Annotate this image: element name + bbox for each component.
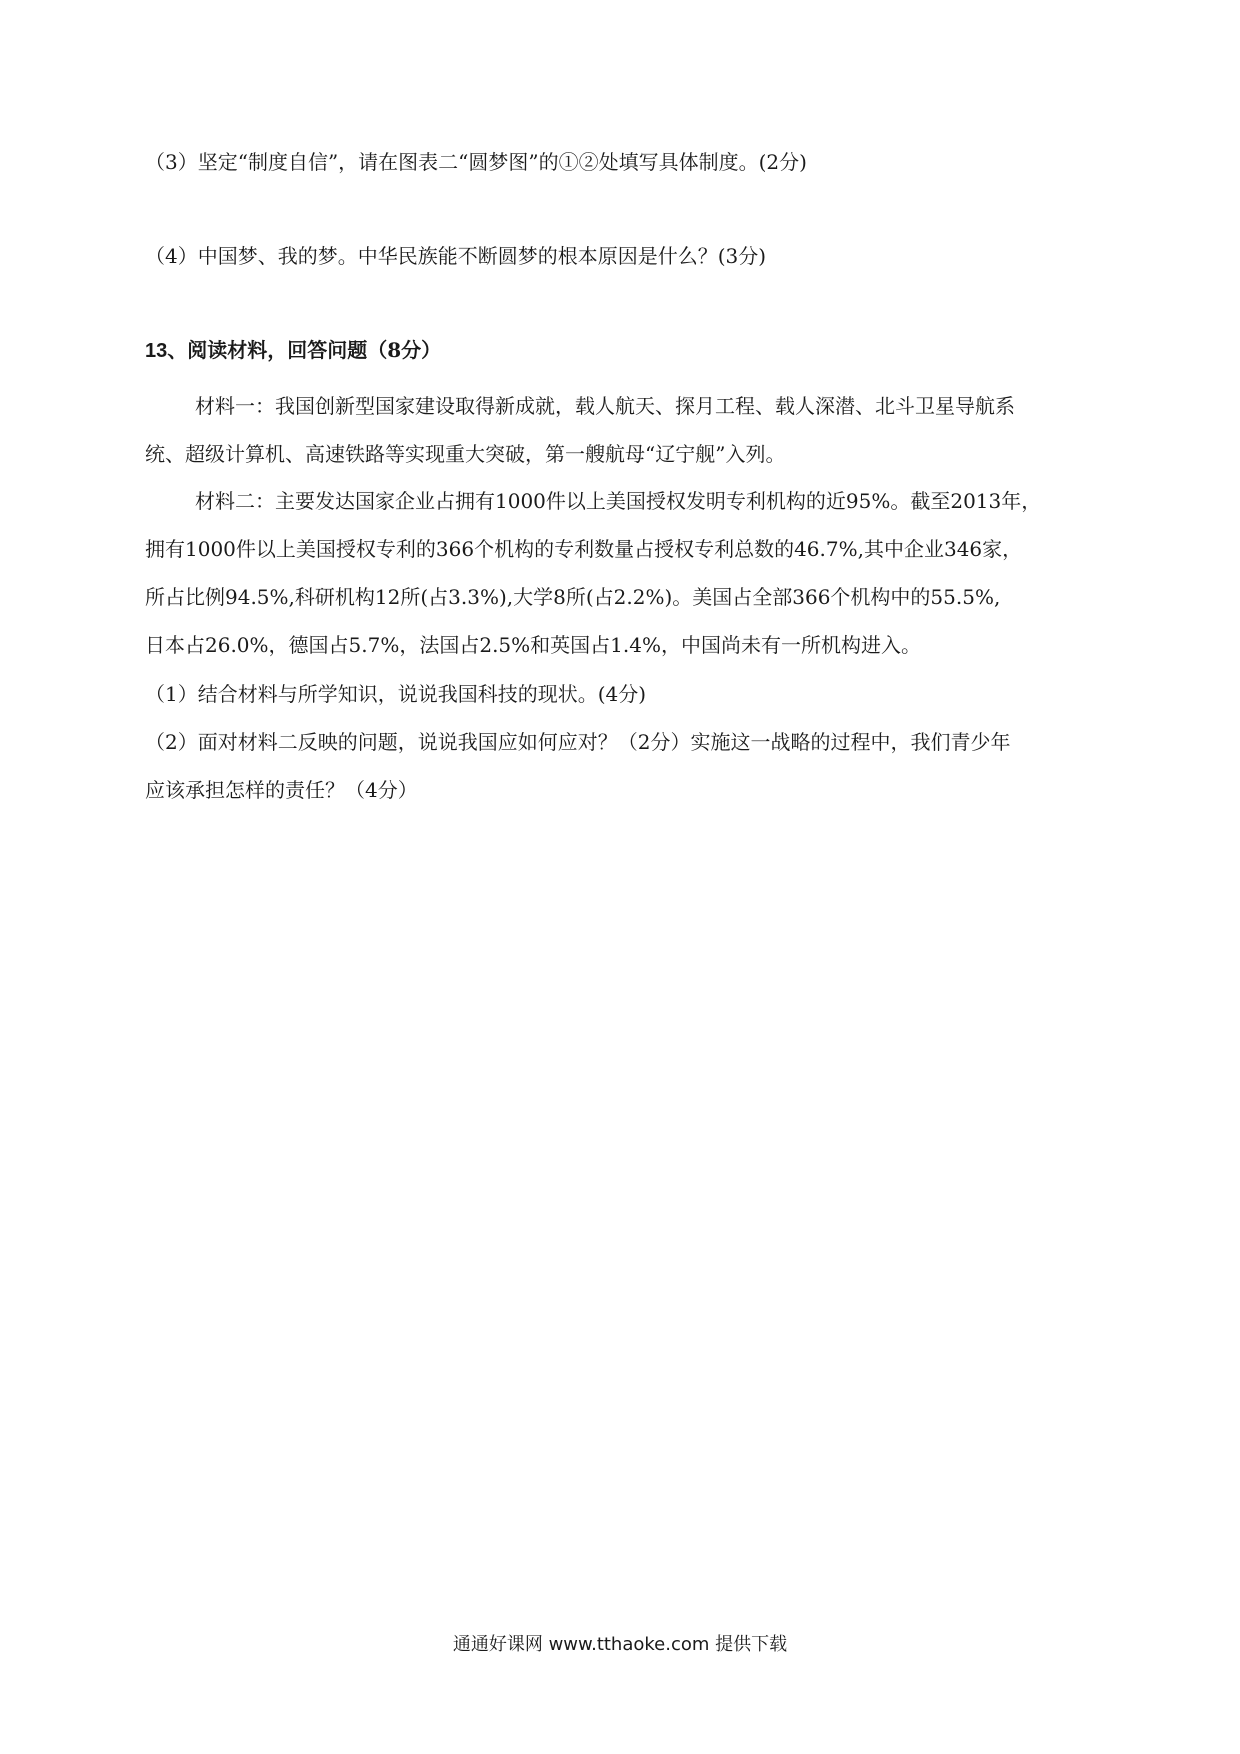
question-13-sub-2-line-1: （2）面对材料二反映的问题，说说我国应如何应对？（2分）实施这一战略的过程中，我们青少年	[145, 730, 1011, 754]
question-12-part-3: （3）坚定“制度自信”，请在图表二“圆梦图”的①②处填写具体制度。(2分)	[145, 150, 807, 174]
material-2-line-3: 所占比例94.5%,科研机构12所(占3.3%),大学8所(占2.2%)。美国占全部366个机构中的55.5%,	[145, 585, 1001, 609]
material-2-line-1: 材料二：主要发达国家企业占拥有1000件以上美国授权发明专利机构的近95%。截至2013年，	[195, 489, 1042, 513]
material-1-line-2: 统、超级计算机、高速铁路等实现重大突破，第一艘航母“辽宁舰”入列。	[145, 442, 786, 466]
material-2-line-4: 日本占26.0%，德国占5.7%，法国占2.5%和英国占1.4%，中国尚未有一所机构进入。	[145, 633, 921, 657]
question-13-sub-2-line-2: 应该承担怎样的责任？（4分）	[145, 778, 418, 802]
question-13-title-text: 、阅读材料，回答问题（8分）	[167, 338, 442, 362]
question-12-part-4: （4）中国梦、我的梦。中华民族能不断圆梦的根本原因是什么？(3分)	[145, 244, 767, 268]
question-13-number: 13	[145, 340, 168, 362]
material-2-line-2: 拥有1000件以上美国授权专利的366个机构的专利数量占授权专利总数的46.7%,其中企业346家，	[145, 537, 1023, 561]
question-13-sub-1: （1）结合材料与所学知识，说说我国科技的现状。(4分)	[145, 682, 647, 706]
footer-source: 通通好课网 www.tthaoke.com 提供下载	[452, 1634, 788, 1655]
question-13-title	[145, 336, 1095, 365]
material-1-line-1: 材料一：我国创新型国家建设取得新成就，载人航天、探月工程、载人深潜、北斗卫星导航系	[195, 394, 1015, 418]
